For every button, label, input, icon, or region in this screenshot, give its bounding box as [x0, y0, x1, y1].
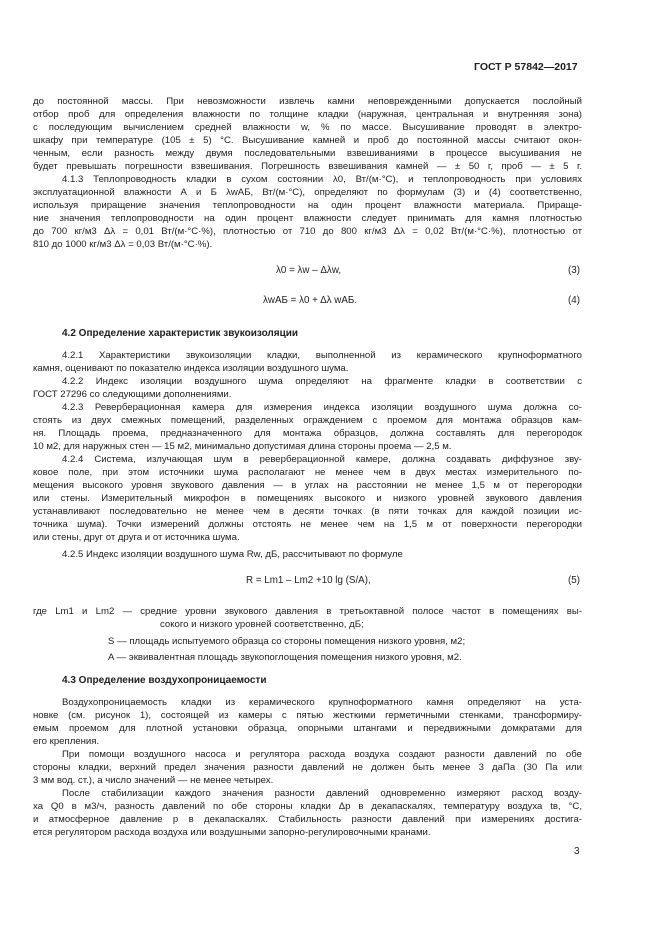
formula-4-number: (4) — [568, 295, 580, 306]
text-line: емым проемом для плотной установки образца, опорными штангами и передвижными домкратами для — [33, 723, 582, 734]
text-line: При помощи воздушного насоса и регулятора расхода воздуха создают разности давлений по обе — [62, 749, 582, 760]
text-line: используя приращение значения теплопроводности на один процент влажности материала. Прираще- — [33, 200, 582, 211]
text-line: ковое поле, при этом источники шума располагают не менее чем в двух местах измерительного по- — [33, 467, 582, 478]
text-line: стоять из двух смежных помещений, разделенных ограждением с проемом для монтажа образцов кам- — [33, 415, 582, 426]
text-line: точника шума). Точки измерений должны отстоять не менее чем на 1,5 м от поверхности перегородки — [33, 519, 582, 530]
where-line: A — эквивалентная площадь звукопоглощения помещения низкого уровня, м2. — [108, 652, 462, 663]
text-line: ха Q0 в м3/ч, разность давлений по обе стороны кладки Δp в декапаскалях, температуру воздуха tв, °С, — [33, 801, 582, 812]
text-line: до постоянной массы. При невозможности извлечь камни неповрежденными допускается послойный — [33, 96, 582, 107]
text-line: ние значения теплопроводности на один процент влажности следует принимать для камня плотностью — [33, 213, 582, 224]
section-heading-4-3: 4.3 Определение воздухопроницаемости — [62, 675, 267, 686]
formula-5-number: (5) — [568, 575, 580, 586]
text-line: ется регулятором расхода воздуха или воздушными запорно-регулировочными кранами. — [33, 827, 431, 838]
text-line: эксплуатационной влажности А и Б λwАБ, Вт/(м·°С), определяют по формулам (3) и (4) соответственно, — [33, 187, 582, 198]
text-line: камня, оценивают по показателю индекса изоляции воздушного шума. — [33, 363, 349, 374]
text-line: 4.2.2 Индекс изоляции воздушного шума определяют на фрагменте кладки в соответствии с — [62, 376, 582, 387]
where-line: где Lm1 и Lm2 — средние уровни звукового давления в третьоктавной полосе частот в помещениях вы- — [33, 606, 582, 617]
formula-5: R = Lm1 – Lm2 +10 lg (S/A), — [246, 575, 371, 586]
text-line: новке (см. рисунок 1), состоящей из камеры с пятью жесткими герметичными стенками, трансформиру- — [33, 710, 582, 721]
text-line: шкафу при температуре (105 ± 5) °С. Высушивание камней и проб до постоянной массы считают окон- — [33, 135, 582, 146]
text-line: 4.2.1 Характеристики звукоизоляции кладки, выполненной из керамического крупноформатного — [62, 350, 582, 361]
text-line: до 700 кг/м3 Δλ = 0,01 Вт/(м·°С·%), плотностью от 710 до 800 кг/м3 Δλ = 0,02 Вт/(м·°С·%), плотностью от — [33, 226, 582, 237]
text-line: 4.2.5 Индекс изоляции воздушного шума Rw, дБ, рассчитывают по формуле — [62, 549, 403, 560]
text-line: его крепления. — [33, 736, 100, 747]
formula-4: λwАБ = λ0 + Δλ wАБ. — [263, 295, 357, 306]
text-line: 4.2.4 Система, излучающая шум в реверберационной камере, должна создавать диффузное зву- — [62, 454, 582, 465]
text-line: ня. Площадь проема, предназначенного для монтажа образцов, должна составлять для перегородок — [33, 428, 582, 439]
text-line: или стены. Измерительный микрофон в помещениях высокого и низкого уровней звукового давления — [33, 493, 582, 504]
text-line: 4.2.3 Реверберационная камера для измерения индекса изоляции воздушного шума должна со- — [62, 402, 582, 413]
text-line: или стены, друг от друга и от источника шума. — [33, 532, 240, 543]
text-line: 4.1.3 Теплопроводность кладки в сухом состоянии λ0, Вт/(м·°С), и теплопроводность при условиях — [62, 174, 582, 185]
text-line: 10 м2, для наружных стен — 15 м2, минимально допустимая длина стороны проема — 2,5 м. — [33, 441, 452, 452]
page-number: 3 — [574, 846, 580, 857]
text-line: 810 до 1000 кг/м3 Δλ = 0,03 Вт/(м·°С·%). — [33, 239, 213, 250]
formula-3-number: (3) — [568, 265, 580, 276]
text-line: мещения высокого уровня звукового давления — в углах на расстоянии не менее 1,5 м от перегородки — [33, 480, 582, 491]
standard-header: ГОСТ Р 57842—2017 — [474, 61, 578, 73]
text-line: ченным, если разность между двумя последовательными взвешиваниями в процессе высушивания не — [33, 148, 582, 159]
text-line: 3 мм вод. ст.), а число значений — не менее четырех. — [33, 775, 274, 786]
text-line: будет превышать погрешности взвешивания. Погрешность взвешивания камней — ± 50 г, проб — ± 5 г. — [33, 161, 582, 172]
text-line: стороны кладки, верхний предел значения разности давлений не должен быть менее 3 даПа (30 Па или — [33, 762, 582, 773]
section-heading-4-2: 4.2 Определение характеристик звукоизоляции — [62, 328, 299, 339]
text-line: ГОСТ 27296 со следующими дополнениями. — [33, 389, 232, 400]
text-line: отбор проб для определения влажности по толщине кладки (наружная, центральная и внутренняя зона) — [33, 109, 582, 120]
formula-3: λ0 = λw – Δλw, — [276, 265, 342, 276]
text-line: и атмосферное давление p в декапаскалях. Стабильность разности давлений при измерениях достига- — [33, 814, 582, 825]
where-line: сокого и низкого уровней соответственно, дБ; — [160, 619, 364, 630]
where-line: S — площадь испытуемого образца со стороны помещения низкого уровня, м2; — [108, 636, 466, 647]
text-line: После стабилизации каждого значения разности давлений одновременно измеряют расход возду- — [62, 788, 582, 799]
text-line: с последующим вычислением средней влажности w, % по массе. Высушивание проводят в электро- — [33, 122, 582, 133]
text-line: Воздухопроницаемость кладки из керамического крупноформатного камня определяют на уста- — [62, 697, 582, 708]
text-line: устанавливают последовательно не менее чем в десяти точках (в пяти точках для каждой позиции ис- — [33, 506, 582, 517]
